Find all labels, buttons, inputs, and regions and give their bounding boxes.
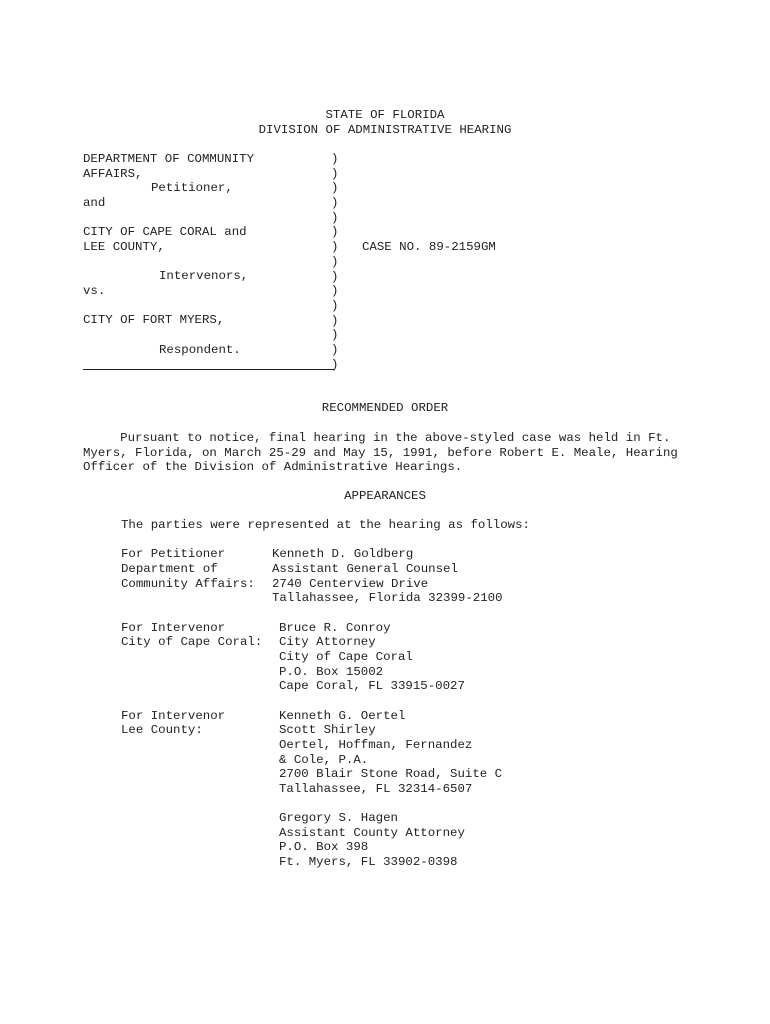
appearance-party-line: Department of [121, 562, 218, 576]
paren: ) [331, 240, 339, 255]
intervenor-name-line2: LEE COUNTY, [83, 240, 165, 254]
appearance-counsel-line: Bruce R. Conroy [279, 621, 391, 635]
appearance-counsel-line: Assistant General Counsel [272, 562, 458, 576]
appearance-counsel-line: 2740 Centerview Drive [272, 577, 429, 591]
paren: ) [331, 225, 339, 240]
appearance-counsel-line: Tallahassee, FL 32314-6507 [279, 782, 473, 796]
appearance-counsel-line: City of Cape Coral [279, 650, 413, 664]
intro-line-2: Myers, Florida, on March 25-29 and May 15, 1991, before Robert E. Meale, Hearing [83, 446, 678, 460]
appearance-counsel-line: Tallahassee, Florida 32399-2100 [272, 591, 503, 605]
appearance-counsel-line: & Cole, P.A. [279, 753, 369, 767]
appearance-counsel-line: P.O. Box 398 [279, 840, 369, 854]
appearances-intro: The parties were represented at the hearing as follows: [121, 518, 530, 532]
appearance-party-line: For Intervenor [121, 621, 226, 635]
caption-vs: vs. [83, 284, 106, 298]
paren: ) [331, 284, 339, 299]
intro-line-3: Officer of the Division of Administrative Hearings. [83, 460, 463, 474]
paren: ) [331, 298, 339, 313]
paren: ) [331, 328, 339, 343]
respondent-role: Respondent. [159, 343, 241, 357]
intervenor-role: Intervenors, [159, 269, 249, 283]
intro-line-1: Pursuant to notice, final hearing in the above-styled case was held in Ft. [83, 431, 671, 445]
case-number: CASE NO. 89-2159GM [362, 240, 496, 254]
caption-paren-column [331, 152, 338, 372]
paren: ) [331, 166, 339, 181]
order-title: RECOMMENDED ORDER [321, 401, 449, 415]
appearance-counsel-line: Kenneth D. Goldberg [272, 547, 414, 561]
petitioner-name-line1: DEPARTMENT OF COMMUNITY [83, 152, 255, 166]
respondent-name: CITY OF FORT MYERS, [83, 313, 225, 327]
appearance-counsel-line: Ft. Myers, FL 33902-0398 [279, 855, 458, 869]
petitioner-role: Petitioner, [151, 181, 233, 195]
appearance-party-line: For Petitioner [121, 547, 226, 561]
paren: ) [331, 313, 339, 328]
header-state: STATE OF FLORIDA [325, 108, 445, 122]
appearance-counsel-line: 2700 Blair Stone Road, Suite C [279, 767, 503, 781]
paren: ) [331, 254, 339, 269]
appearance-counsel-line: Oertel, Hoffman, Fernandez [279, 738, 473, 752]
appearance-party-line: City of Cape Coral: [121, 635, 263, 649]
caption-and: and [83, 196, 106, 210]
petitioner-name-line2: AFFAIRS, [83, 167, 143, 181]
appearance-counsel-line: Gregory S. Hagen [279, 811, 398, 825]
appearance-party-line: Lee County: [121, 723, 203, 737]
paren: ) [331, 342, 339, 357]
paren: ) [331, 269, 339, 284]
appearance-counsel-line: City Attorney [279, 635, 376, 649]
appearances-title: APPEARANCES [344, 489, 426, 503]
paren: ) [331, 181, 339, 196]
header-division: DIVISION OF ADMINISTRATIVE HEARING [258, 123, 512, 137]
appearance-party-line: For Intervenor [121, 709, 226, 723]
paren: ) [331, 196, 339, 211]
paren: ) [331, 357, 339, 372]
intervenor-name-line1: CITY OF CAPE CORAL and [83, 225, 247, 239]
appearance-counsel-line: Scott Shirley [279, 723, 376, 737]
caption-underline [83, 369, 334, 370]
appearance-counsel-line: Assistant County Attorney [279, 826, 465, 840]
appearance-counsel-line: Kenneth G. Oertel [279, 709, 406, 723]
appearance-counsel-line: Cape Coral, FL 33915-0027 [279, 679, 465, 693]
appearance-party-line: Community Affairs: [121, 577, 255, 591]
paren: ) [331, 210, 339, 225]
paren: ) [331, 152, 339, 166]
appearance-counsel-line: P.O. Box 15002 [279, 665, 384, 679]
